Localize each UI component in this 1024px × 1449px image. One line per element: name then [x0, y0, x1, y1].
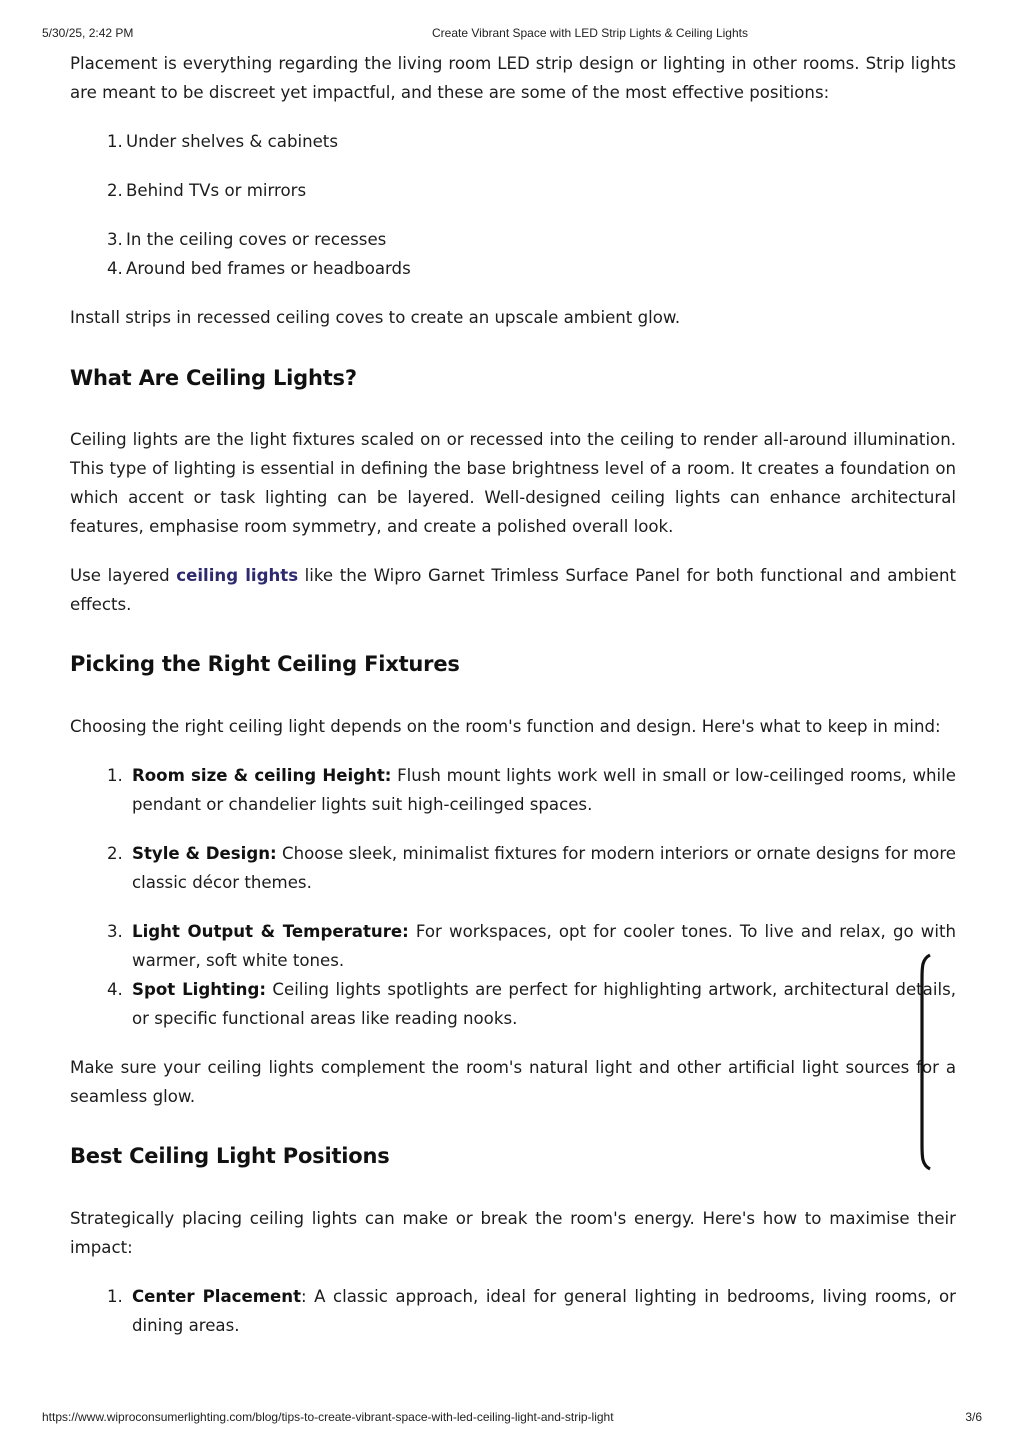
heading-best-positions: Best Ceiling Light Positions — [70, 1144, 390, 1168]
print-datetime: 5/30/25, 2:42 PM — [42, 26, 134, 40]
list-item: 2. Behind TVs or mirrors — [107, 181, 307, 200]
heading-what-are-ceiling-lights: What Are Ceiling Lights? — [70, 366, 357, 390]
list-item: 2. Style & Design: Choose sleek, minimalist fixtures for modern interiors or ornate designs for more classic décor themes. — [107, 844, 957, 892]
heading-picking-fixtures: Picking the Right Ceiling Fixtures — [70, 652, 460, 676]
bracket-mark — [918, 953, 932, 1171]
print-url: https://www.wiproconsumerlighting.com/blog/tips-to-create-vibrant-space-with-led-ceiling-light-and-strip-light — [42, 1410, 614, 1424]
list-item: 1. Room size & ceiling Height: Flush mount lights work well in small or low-ceilinged rooms, while pendant or chandelier lights suit high-ceilinged spaces. — [107, 766, 956, 814]
ceiling-lights-paragraph: Ceiling lights are the light fixtures scaled on or recessed into the ceiling to render all-around illumination. This type of lighting is essential in defining the base brightness level of a room. It creates a foundation on which accent or task lighting can be layered. Well-designed ceiling lights can enhance architectural features, emphasise room symmetry, and create a polished overall look. — [70, 430, 956, 536]
positions-intro: Strategically placing ceiling lights can make or break the room's energy. Here's how to maximise their impact: — [70, 1209, 956, 1257]
tip-paragraph: Install strips in recessed ceiling coves to create an upscale ambient glow. — [70, 308, 681, 327]
list-item: 3. In the ceiling coves or recesses — [107, 230, 387, 249]
use-layered-paragraph: Use layered ceiling lights like the Wipro Garnet Trimless Surface Panel for both functional and ambient effects. — [70, 566, 957, 614]
fixtures-intro: Choosing the right ceiling light depends on the room's function and design. Here's what to keep in mind: — [70, 717, 941, 736]
ceiling-lights-link[interactable]: ceiling lights — [176, 566, 299, 585]
fixtures-list — [70, 761, 956, 1033]
fixtures-closing: Make sure your ceiling lights complement the room's natural light and other artificial light sources for a seamless glow. — [70, 1058, 956, 1106]
list-item: 4. Around bed frames or headboards — [107, 259, 411, 278]
list-item: 3. Light Output & Temperature: For workspaces, opt for cooler tones. To live and relax, go with warmer, soft white tones. — [107, 922, 956, 970]
list-item: 1. Center Placement: A classic approach, ideal for general lighting in bedrooms, living rooms, or dining areas. — [107, 1287, 956, 1335]
strip-positions-list — [70, 127, 956, 283]
print-page-title: Create Vibrant Space with LED Strip Lights & Ceiling Lights — [432, 26, 748, 40]
intro-paragraph: Placement is everything regarding the living room LED strip design or lighting in other rooms. Strip lights are meant to be discreet yet impactful, and these are some of the most effective positions: — [70, 54, 956, 102]
print-header — [0, 26, 1024, 42]
list-item: 4. Spot Lighting: Ceiling lights spotlights are perfect for highlighting artwork, architectural details, or specific functional areas like reading nooks. — [107, 980, 956, 1028]
positions-list — [70, 1282, 956, 1340]
article-content — [70, 49, 956, 1340]
list-item: 1. Under shelves & cabinets — [107, 132, 338, 151]
print-footer — [0, 1410, 1024, 1426]
print-page-number: 3/6 — [965, 1410, 982, 1424]
